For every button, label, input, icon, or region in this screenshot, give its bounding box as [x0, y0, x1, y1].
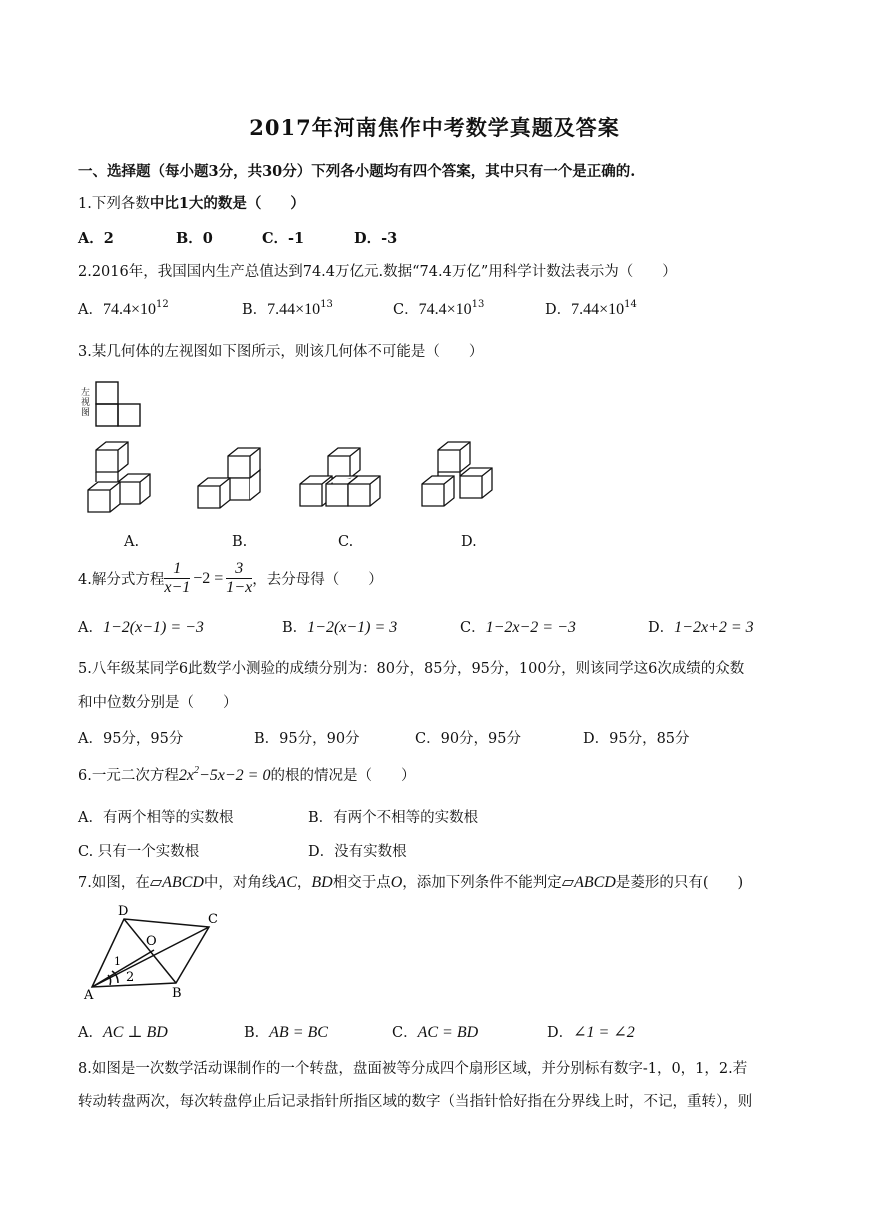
- q3-option-c: C.: [338, 534, 354, 550]
- q2-option-d-letter: D．: [545, 302, 572, 318]
- q7-option-a-expr: AC ⊥ BD: [102, 1024, 168, 1041]
- q6-option-a: A．有两个相等的实数根: [78, 810, 234, 826]
- q3-option-b: B.: [232, 534, 248, 550]
- q7-label-a: A: [84, 988, 94, 1003]
- q7-parallelogram-1: ▱ABCD: [149, 874, 204, 891]
- question-7-stem: [78, 871, 743, 892]
- q4-equation-mid: −2 =: [193, 569, 224, 587]
- q6-stem-part-a: 6.一元二次方程: [78, 768, 179, 784]
- q7-option-b-expr: AB = BC: [269, 1024, 328, 1041]
- q6-equation-exponent: 2: [193, 765, 199, 776]
- question-5-stem-line-2: 和中位数分别是（ ）: [78, 695, 238, 711]
- q3-option-a: A.: [124, 534, 140, 550]
- q7-label-c: C: [208, 912, 218, 927]
- page-title: 2017年河南焦作中考数学真题及答案: [249, 115, 620, 140]
- q4-option-c: [460, 616, 576, 637]
- q4-option-a-expr: 1−2(x−1) = −3: [102, 619, 204, 636]
- q5-option-b: B．95分，90分: [254, 731, 360, 747]
- question-8-line-2: 转动转盘两次，每次转盘停止后记录指针所指区域的数字（当指针恰好指在分界线上时，不记，重转），则: [78, 1094, 753, 1110]
- q7-stem-part-d: ，添加下列条件不能判定: [402, 875, 562, 891]
- q1-option-c: C．-1: [262, 230, 305, 247]
- q4-option-c-expr: 1−2x−2 = −3: [485, 619, 576, 636]
- q7-parallelogram-2: ▱ABCD: [561, 874, 616, 891]
- q5-option-c: C．90分，95分: [415, 731, 521, 747]
- left-view-figure: [94, 380, 144, 430]
- q4-fraction-1-den: x−1: [164, 579, 191, 596]
- q3-figure-a: [86, 440, 156, 520]
- q6-option-c: C. 只有一个实数根: [78, 844, 200, 860]
- q7-option-a: [78, 1021, 168, 1042]
- q2-option-d-exp: 14: [624, 299, 637, 310]
- q5-option-a: A．95分，95分: [78, 731, 184, 747]
- q7-label-angle-1: 1: [114, 955, 121, 968]
- q2-option-c: [393, 298, 484, 319]
- question-3-stem: 3.某几何体的左视图如下图所示，则该几何体不可能是（ ）: [78, 344, 484, 360]
- q3-figure-d: [420, 440, 500, 520]
- q7-stem-part-a: 7.如图，在: [78, 875, 150, 891]
- q2-option-d-base: 7.44×10: [571, 301, 625, 318]
- q4-option-a: [78, 616, 204, 637]
- q4-option-d: [648, 616, 754, 637]
- q4-option-b-expr: 1−2(x−1) = 3: [307, 619, 398, 636]
- q1-option-b: B．0: [176, 230, 213, 247]
- q2-option-b-letter: B．: [242, 302, 268, 318]
- q2-option-a-exp: 12: [156, 299, 169, 310]
- question-6-stem: [78, 764, 415, 785]
- q7-diagonal-bd: BD: [311, 874, 333, 891]
- q7-option-d-letter: D．: [547, 1025, 574, 1041]
- question-4-stem: [78, 560, 383, 597]
- q7-option-d: [547, 1021, 635, 1042]
- q6-stem-part-b: 的根的情况是（ ）: [270, 768, 416, 784]
- q7-diagonal-ac: AC: [276, 874, 297, 891]
- q7-figure: [84, 905, 224, 1005]
- q7-label-d: D: [118, 904, 129, 919]
- q7-option-c-letter: C．: [392, 1025, 418, 1041]
- q7-separator: ，: [296, 875, 312, 891]
- q7-option-b: [244, 1021, 328, 1042]
- q5-option-d: D．95分，85分: [583, 731, 690, 747]
- q6-option-d: D．没有实数根: [308, 844, 407, 860]
- q4-stem-part-a: 4.解分式方程: [78, 572, 165, 588]
- q2-option-a: [78, 298, 169, 319]
- q6-equation-part-b: −5x−2 = 0: [198, 767, 271, 784]
- left-view-label: 左视图: [81, 388, 91, 418]
- q6-option-b: B．有两个不相等的实数根: [308, 810, 479, 826]
- q7-point-o: O: [390, 874, 403, 891]
- q2-option-b-exp: 13: [320, 299, 333, 310]
- q4-fraction-1-num: 1: [164, 560, 190, 579]
- q4-option-c-letter: C．: [460, 620, 486, 636]
- q4-fraction-2: [226, 560, 252, 597]
- q4-fraction-2-den: 1−x: [226, 579, 253, 596]
- q7-label-o: O: [146, 934, 157, 949]
- q7-stem-part-e: 是菱形的只有( ): [615, 875, 744, 891]
- section-heading: 一、选择题（每小题3分，共30分）下列各小题均有四个答案，其中只有一个是正确的.: [78, 163, 636, 180]
- q7-option-c: [392, 1021, 478, 1042]
- q1-option-a: A．2: [78, 230, 114, 247]
- q2-option-c-exp: 13: [471, 299, 485, 310]
- q1-stem-part-a: 1.下列各数: [78, 196, 150, 212]
- q2-option-a-base: 74.4×10: [102, 301, 157, 318]
- q7-option-b-letter: B．: [244, 1025, 270, 1041]
- question-5-stem-line-1: 5.八年级某同学6此数学小测验的成绩分别为：80分，85分，95分，100分，则该同学这6次成绩的众数: [78, 661, 745, 677]
- q4-option-a-letter: A．: [78, 620, 103, 636]
- q4-fraction-2-num: 3: [226, 560, 252, 579]
- question-8-line-1: 8.如图是一次数学活动课制作的一个转盘，盘面被等分成四个扇形区域，并分别标有数字-1，0，1，2.若: [78, 1061, 748, 1077]
- q4-stem-part-b: ，去分母得（ ）: [252, 572, 383, 588]
- q4-option-b: [282, 616, 397, 637]
- q7-option-c-expr: AC = BD: [417, 1024, 479, 1041]
- q2-option-b: [242, 298, 333, 319]
- q2-option-d: [545, 298, 637, 319]
- q4-option-d-letter: D．: [648, 620, 675, 636]
- q2-option-a-letter: A．: [78, 302, 103, 318]
- q4-fraction-1: [164, 560, 190, 597]
- q1-option-d: D．-3: [354, 230, 398, 247]
- q3-figure-b: [196, 446, 266, 526]
- q7-stem-part-c: 相交于点: [332, 875, 391, 891]
- q4-option-d-expr: 1−2x+2 = 3: [674, 619, 754, 636]
- q7-label-b: B: [172, 986, 182, 1001]
- q7-stem-part-b: 中，对角线: [203, 875, 277, 891]
- q1-stem-part-b: 中比1大的数是（ ）: [149, 195, 305, 212]
- q3-option-d: D.: [461, 534, 477, 550]
- question-2-stem: 2.2016年，我国国内生产总值达到74.4万亿元.数据“74.4万亿”用科学计数法表示为（ ）: [78, 264, 677, 280]
- q4-option-b-letter: B．: [282, 620, 308, 636]
- q2-option-c-letter: C．: [393, 302, 419, 318]
- q7-label-angle-2: 2: [126, 970, 135, 985]
- question-1-stem: [78, 192, 305, 213]
- q7-option-d-expr: ∠1 = ∠2: [573, 1024, 635, 1041]
- q2-option-b-base: 7.44×10: [267, 301, 321, 318]
- q3-figure-c: [298, 446, 388, 526]
- q6-equation-part-a: 2x: [178, 767, 194, 784]
- q2-option-c-base: 74.4×10: [418, 301, 472, 318]
- q7-option-a-letter: A．: [78, 1025, 103, 1041]
